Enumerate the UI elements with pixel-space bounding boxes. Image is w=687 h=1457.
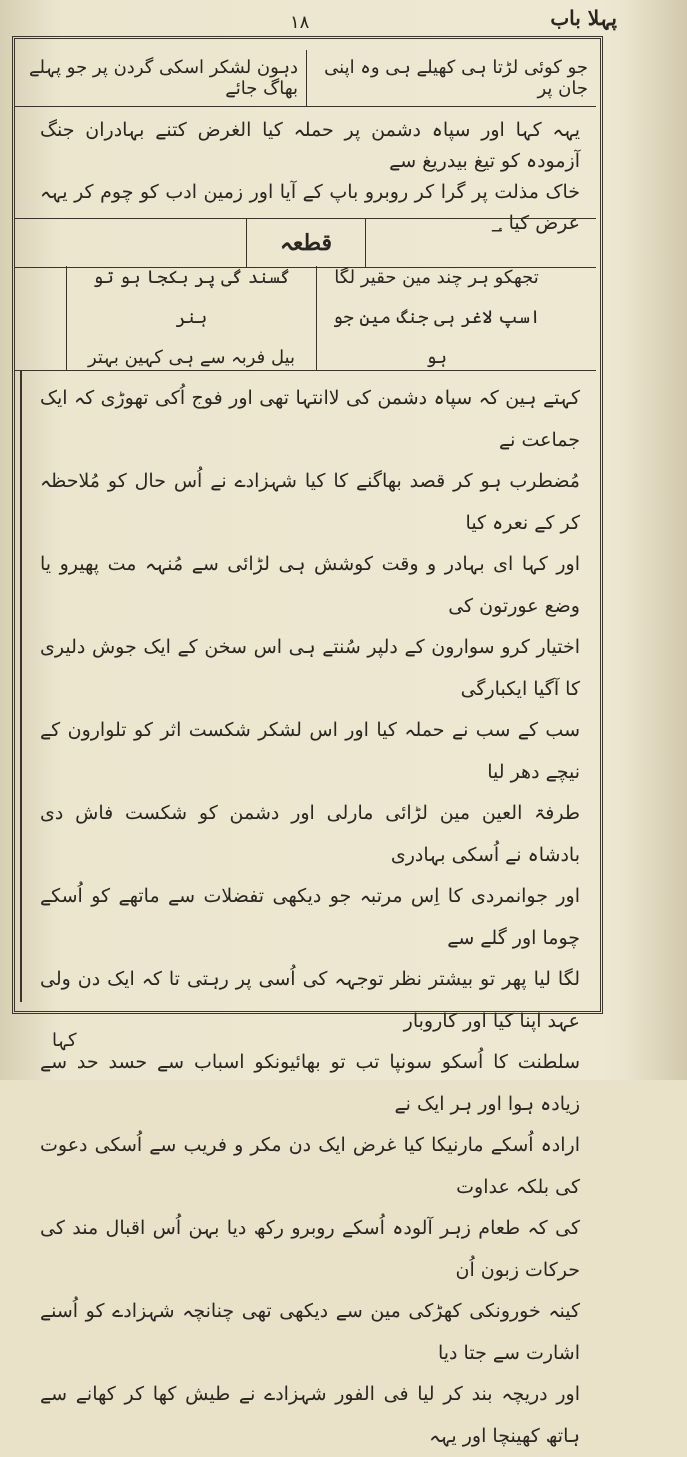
couplet-right-cell (306, 50, 596, 106)
verse-left-cell (66, 266, 316, 370)
verse-right-cell (316, 266, 556, 370)
couplet-row-1 (14, 50, 596, 107)
prose-2-line-11: کی کہ طعام زہر آلودہ اُسکے روبرو رکھ دیا بہن اُس اقبال مند کی حرکات زبون اُن (40, 1217, 580, 1281)
prose-2-line-9: سلطنت کا اُسکو سونپا تب تو بھائیونکو اسباب سے حسد حد سے زیادہ ہوا اور ہر ایک نے (40, 1051, 580, 1115)
prose-2-line-5: سب کے سب نے حملہ کیا اور اس لشکر شکست اثر کو تلوارون کے نیچے دھر لیا (40, 719, 580, 783)
running-header: پہلا باب (550, 6, 617, 30)
qita-heading: قطعہ (279, 230, 333, 256)
couplet-1-line-1: جو کوئی لڑتا ہی کھیلے ہی وہ اپنی جان پر (324, 57, 588, 99)
prose-paragraph-2 (40, 378, 580, 1457)
footer-catchword: کہا (52, 1030, 77, 1051)
verse-line-4: بیل فربہ سے ہی کہین بہتر (87, 347, 296, 368)
prose-2-line-1: کہتے ہین کہ سپاہ دشمن کی لاانتہا تھی اور فوج اُکی تھوڑی کہ ایک جماعت نے (40, 387, 580, 451)
prose-2-line-7: اور جوانمردی کا اِس مرتبہ جو دیکھی تفضلات سے ماتھے کو اُسکے چوما اور گلے سے (40, 885, 580, 949)
couplet-1-line-2: دہون لشکر اسکی گردن پر جو پہلے بھاگ جائے (28, 57, 298, 99)
page-edge-shadow (627, 0, 687, 1080)
verse-line-3: گسند گی پر بکجا ہو تو ہنر (92, 267, 291, 328)
prose-2-line-13: اور دریچہ بند کر لیا فی الفور شہزادے نے طیش کھا کر کھانے سے ہاتھ کھینچا اور یہہ (40, 1383, 580, 1447)
page-number: ۱۸ (290, 12, 310, 33)
verse-line-2: اسپ لاغر ہی جنگ مین جو ہو (332, 307, 541, 368)
verse-line-1: تجھکو ہر چند مین حقیر لگا (334, 267, 539, 288)
prose-2-line-3: اور کہا ای بہادر و وقت کوشش ہی لڑائی سے مُنہہ مت پھیرو یا وضع عورتون کی (40, 553, 580, 617)
prose-2-line-2: مُضطرب ہو کر قصد بھاگنے کا کیا شہزادے نے اُس حال کو مُلاحظہ کر کے نعرہ کیا (40, 470, 580, 534)
verse-row (14, 266, 596, 371)
couplet-left-cell (14, 50, 306, 106)
prose-2-line-4: اختیار کرو سوارون کے دلپر سُنتے ہی اس سخن کے ایک جوش دلیری کا آگیا ایکبارگی (40, 636, 580, 700)
prose-2-line-6: طرفۃ العین مین لڑائی مارلی اور دشمن کو شکست فاش دی بادشاہ نے اُسکی بہادری (40, 802, 580, 866)
prose-1-line-1: یہہ کہا اور سپاہ دشمن پر حملہ کیا الغرض کتنے بہادران جنگ آزمودہ کو تیغ بیدریغ سے (40, 119, 580, 172)
prose-1-line-2: خاک مذلت پر گرا کر روبرو باپ کے آیا اور زمین ادب کو چوم کر یہہ عرض کیا ؀ (40, 181, 580, 234)
prose-2-line-12: کینہ خورونکی کھڑکی مین سے دیکھی تھی چنانچہ شہزادے کو اُسنے اشارت سے جتا دیا (40, 1300, 580, 1364)
prose-2-line-8: لگا لیا پھر تو بیشتر نظر توجہہ کی اُسی پر رہتی تا کہ ایک دن ولی عہد اپنا کیا اور کاروبار (40, 968, 580, 1032)
prose-2-line-10: ارادہ اُسکے مارنیکا کیا غرض ایک دن مکر و فریب سے اُسکی دعوت کی بلکہ عداوت (40, 1134, 580, 1198)
